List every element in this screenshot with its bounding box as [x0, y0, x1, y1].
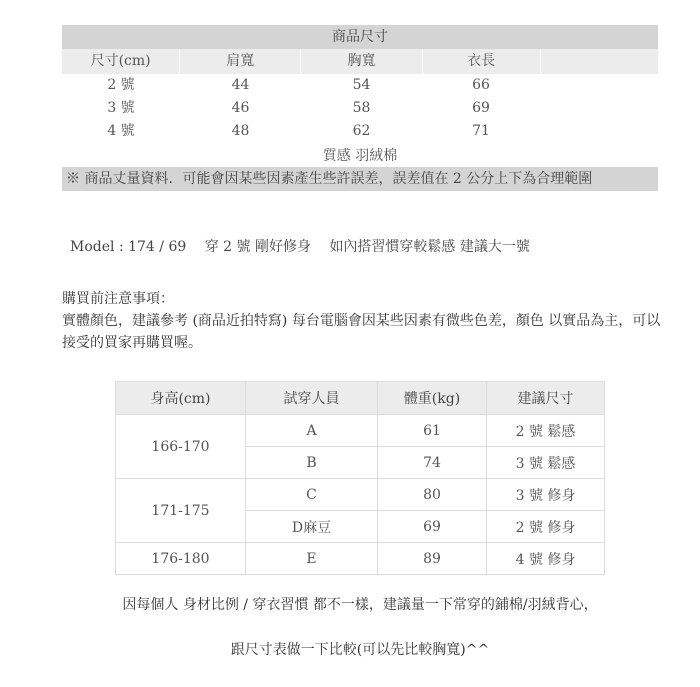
fit-weight: 89: [378, 543, 487, 575]
size-cell: 58: [352, 100, 371, 116]
size-cell: 48: [231, 123, 250, 139]
height-range: 166-170: [116, 415, 246, 479]
size-cell: 71: [472, 123, 490, 139]
size-row: [62, 74, 658, 97]
purchase-notes-body: 實體顏色，建議參考 (商品近拍特寫) 每台電腦會因某些因素有微些色差，顏色 以實品為主，可以接受的買家再購買喔。: [62, 313, 661, 351]
height-range: 176-180: [116, 543, 246, 575]
height-range: 171-175: [116, 479, 246, 543]
size-header-length: 衣長: [423, 49, 541, 74]
size-table: [62, 25, 658, 191]
size-header-chest: 胸寬: [301, 49, 422, 74]
fit-weight: 61: [378, 415, 487, 447]
size-header-size: 尺寸(cm): [62, 49, 180, 74]
fit-header-person: 試穿人員: [246, 382, 378, 415]
size-header-blank: [541, 49, 658, 74]
footer-advice-line-2: 跟尺寸表做一下比較(可以先比較胸寬)^^: [230, 642, 490, 658]
size-cell: 3 號: [107, 100, 135, 116]
size-cell: 54: [352, 77, 371, 93]
size-cell: 44: [231, 77, 250, 93]
fit-person: B: [246, 447, 378, 479]
fit-suggested-size: 3 號 修身: [487, 479, 605, 511]
size-cell: 66: [472, 77, 490, 93]
size-row: [62, 97, 658, 120]
model-info: [70, 236, 544, 256]
size-cell: 2 號: [107, 77, 135, 93]
model-advice: 如內搭習慣穿較鬆感 建議大一號: [329, 239, 530, 255]
table-row: [116, 415, 605, 447]
fit-table-header: [116, 382, 605, 415]
purchase-notes: [62, 288, 662, 354]
measurement-notice: ※ 商品丈量資料．可能會因某些因素產生些許誤差，誤差值在 2 公分上下為合理範圍: [62, 167, 658, 191]
size-table-title: 商品尺寸: [62, 25, 658, 49]
purchase-notes-heading: 購買前注意事項：: [62, 291, 174, 307]
fit-person: A: [246, 415, 378, 447]
fit-header-weight: 體重(kg): [378, 382, 487, 415]
table-row: [116, 543, 605, 575]
fit-weight: 74: [378, 447, 487, 479]
fit-suggested-size: 3 號 鬆感: [487, 447, 605, 479]
model-measurements: Model : 174 / 69: [70, 239, 187, 255]
fit-suggested-size: 2 號 修身: [487, 511, 605, 543]
fit-person: D麻豆: [246, 511, 378, 543]
fit-suggested-size: 4 號 修身: [487, 543, 605, 575]
size-cell: 62: [352, 123, 371, 139]
size-row: [62, 120, 658, 143]
model-wear-size: 穿 2 號 剛好修身: [204, 239, 311, 255]
fit-person: E: [246, 543, 378, 575]
fit-weight: 80: [378, 479, 487, 511]
size-cell: 46: [231, 100, 250, 116]
fit-suggested-size: 2 號 鬆感: [487, 415, 605, 447]
fit-table: [115, 381, 605, 575]
fit-header-size: 建議尺寸: [487, 382, 605, 415]
size-cell: 69: [472, 100, 490, 116]
fit-header-height: 身高(cm): [116, 382, 246, 415]
footer-advice-line-1: 因每個人 身材比例 / 穿衣習慣 都不一樣，建議量一下常穿的鋪棉/羽絨背心，: [122, 597, 598, 613]
material-text: 質感 羽絨棉: [322, 148, 398, 164]
size-header-shoulder: 肩寬: [180, 49, 301, 74]
size-table-header: [62, 49, 658, 74]
size-cell: 4 號: [107, 123, 135, 139]
fit-weight: 69: [378, 511, 487, 543]
table-row: [116, 479, 605, 511]
fit-person: C: [246, 479, 378, 511]
